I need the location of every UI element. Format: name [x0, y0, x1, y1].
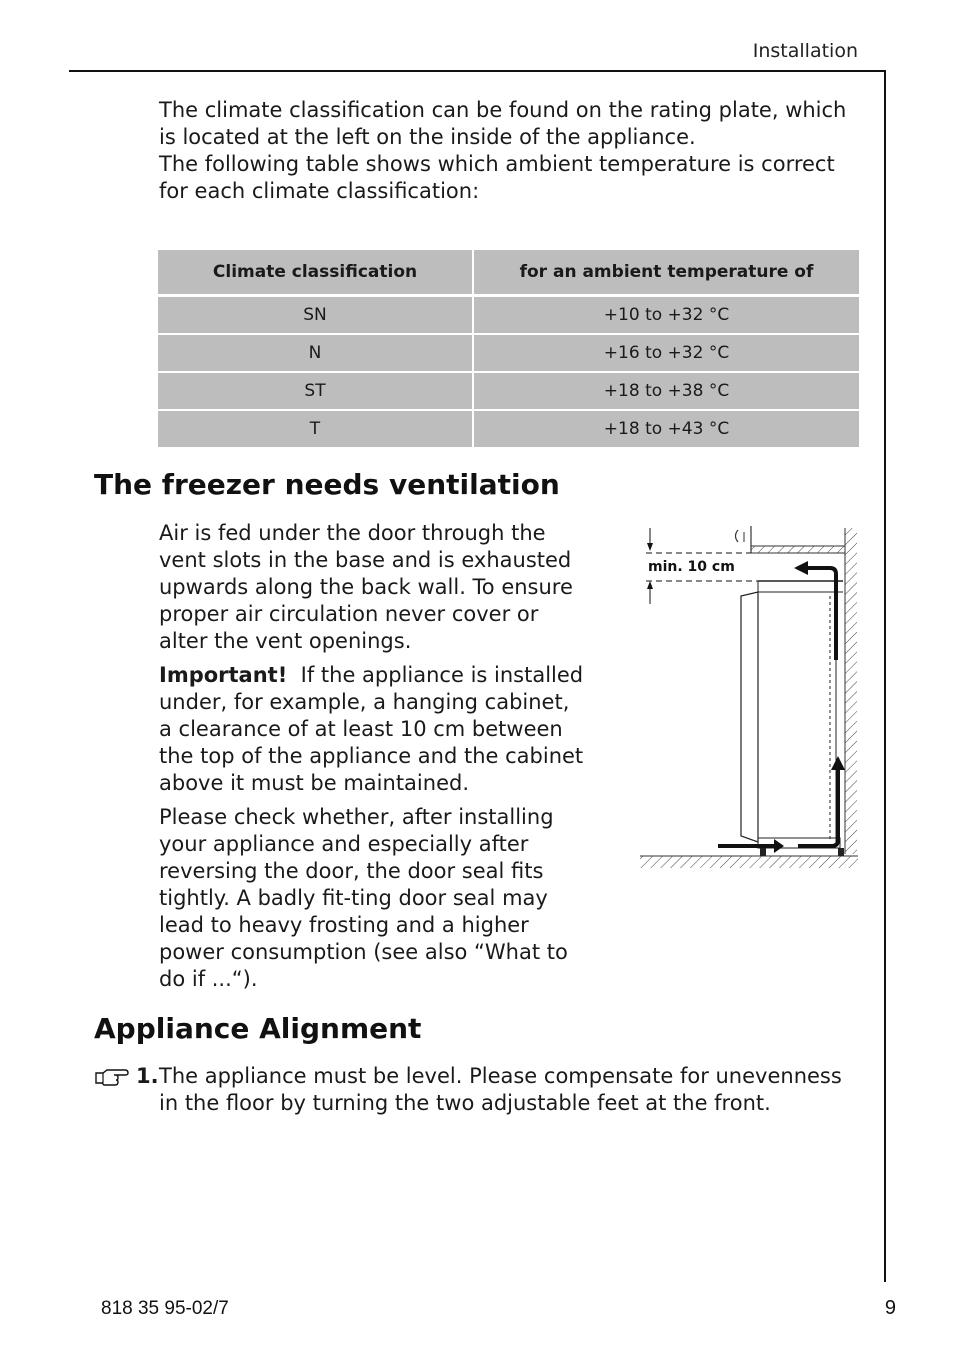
right-margin-rule	[884, 70, 886, 1282]
table-cell-class: ST	[158, 371, 474, 409]
table-cell-temperature: +16 to +32 °C	[474, 333, 859, 371]
table-cell-temperature: +18 to +38 °C	[474, 371, 859, 409]
intro-paragraph-1: The climate classification can be found on the rating plate, which is located at the left on the inside of the appliance.	[159, 98, 847, 149]
header-section-label: Installation	[752, 40, 858, 62]
page-number: 9	[884, 1297, 896, 1319]
table-header-temperature: for an ambient temperature of	[474, 250, 859, 294]
clearance-label: min. 10 cm	[648, 559, 735, 575]
ventilation-paragraph-3: Please check whether, after installing your appliance and especially after reversing the door, the door seal fits tightly. A badly fit-ting door seal may lead to heavy frosting and a higher power consumption (see also “What to do if ...“).	[159, 805, 568, 991]
table-row	[158, 371, 859, 409]
important-text: If the appliance is installed under, for example, a hanging cabinet, a clearance of at least 10 cm between the top of the appliance and the cabinet above it must be maintained.	[159, 663, 584, 795]
table-header-classification: Climate classification	[158, 250, 474, 294]
table-row	[158, 333, 859, 371]
table-cell-temperature: +10 to +32 °C	[474, 294, 859, 333]
table-cell-class: T	[158, 409, 474, 447]
header-divider	[69, 70, 886, 72]
table-cell-class: SN	[158, 294, 474, 333]
table-row	[158, 409, 859, 447]
step-text: The appliance must be level. Please compensate for unevenness in the floor by turning the two adjustable feet at the front.	[159, 1064, 842, 1115]
document-code: 818 35 95-02/7	[101, 1298, 229, 1319]
ventilation-diagram-drawing	[638, 524, 860, 874]
intro-text	[159, 97, 859, 205]
step-number: 1.	[136, 1064, 159, 1088]
table-header-row	[158, 250, 859, 294]
table-row	[158, 294, 859, 333]
table-cell-class: N	[158, 333, 474, 371]
ventilation-heading: The freezer needs ventilation	[94, 468, 560, 501]
important-label: Important!	[159, 663, 288, 687]
climate-classification-table	[158, 250, 859, 447]
ventilation-paragraph-1: Air is fed under the door through the vent slots in the base and is exhausted upwards along the back wall. To ensure proper air circulation never cover or alter the vent openings.	[159, 521, 573, 653]
ventilation-diagram	[638, 524, 860, 874]
intro-paragraph-2: The following table shows which ambient temperature is correct for each climate classification:	[159, 152, 835, 203]
alignment-step	[94, 1063, 854, 1117]
pointing-hand-icon	[94, 1066, 130, 1088]
alignment-heading: Appliance Alignment	[94, 1012, 422, 1045]
ventilation-paragraph-2	[159, 662, 584, 797]
ventilation-text	[159, 520, 584, 1000]
table-cell-temperature: +18 to +43 °C	[474, 409, 859, 447]
